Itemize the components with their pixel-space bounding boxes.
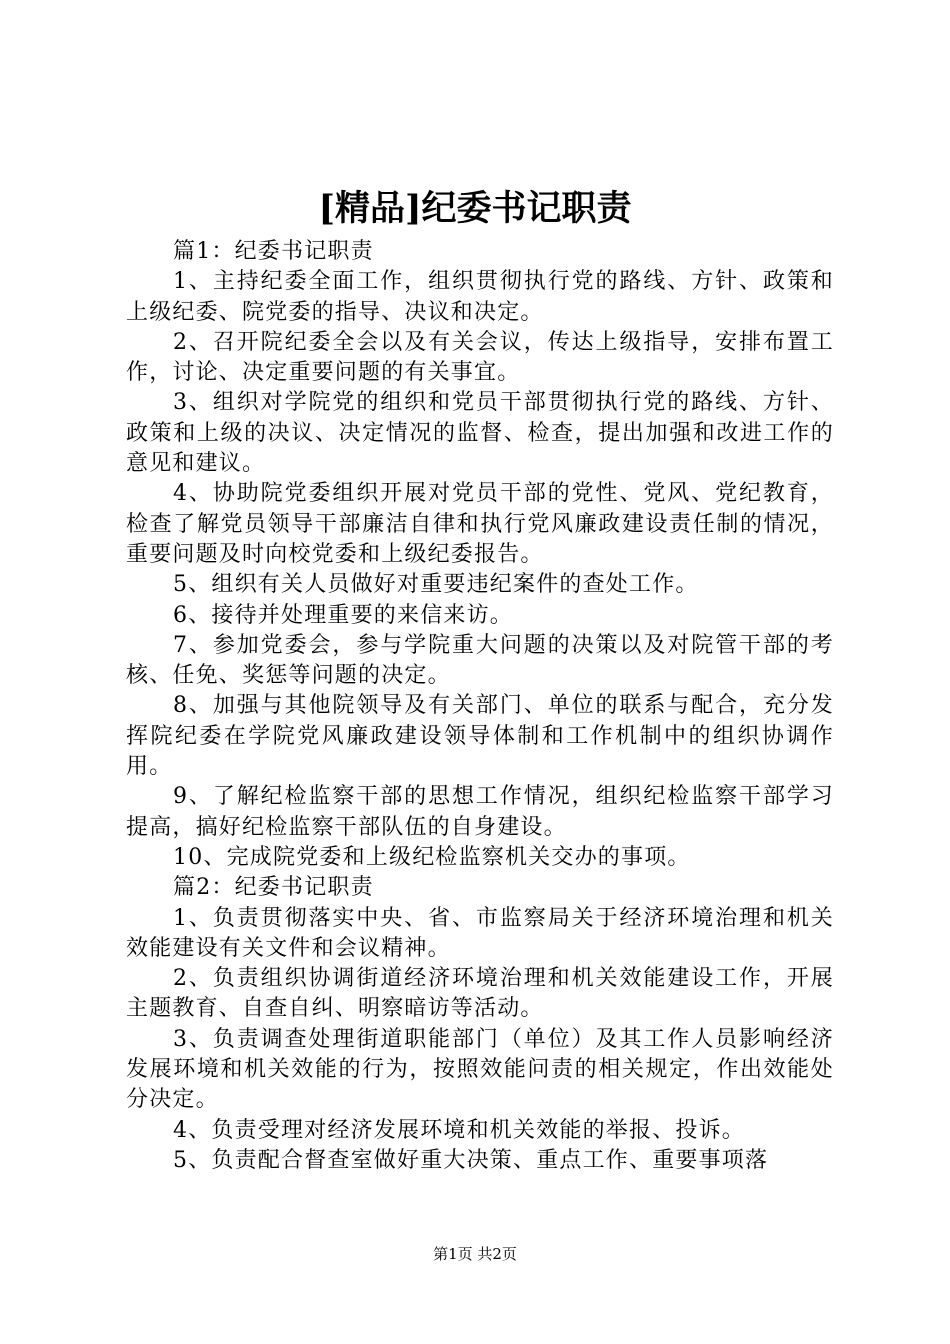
section-heading-2: 篇2：纪委书记职责 <box>173 875 374 901</box>
paragraph: 3、组织对学院党的组织和党员干部贯彻执行党的路线、方针、政策和上级的决议、决定情况的监督、检查，提出加强和改进工作的意见和建议。 <box>126 390 834 477</box>
paragraph: 5、组织有关人员做好对重要违纪案件的查处工作。 <box>173 572 699 598</box>
paragraph: 2、负责组织协调街道经济环境治理和机关效能建设工作，开展主题教育、自查自纠、明察暗访等活动。 <box>126 966 834 1022</box>
document-body <box>126 237 834 1176</box>
paragraph: 8、加强与其他院领导及有关部门、单位的联系与配合，充分发挥院纪委在学院党风廉政建设领导体制和工作机制中的组织协调作用。 <box>126 693 834 780</box>
paragraph: 1、主持纪委全面工作，组织贯彻执行党的路线、方针、政策和上级纪委、院党委的指导、决议和决定。 <box>126 269 834 325</box>
paragraph: 2、召开院纪委全会以及有关会议，传达上级指导，安排布置工作，讨论、决定重要问题的有关事宜。 <box>126 329 834 386</box>
paragraph: 9、了解纪检监察干部的思想工作情况，组织纪检监察干部学习提高，搞好纪检监察干部队伍的自身建设。 <box>126 784 834 840</box>
paragraph: 3、负责调查处理街道职能部门（单位）及其工作人员影响经济发展环境和机关效能的行为，按照效能问责的相关规定，作出效能处分决定。 <box>126 1026 834 1113</box>
page-footer: 第1页 共2页 <box>433 1245 517 1263</box>
paragraph: 4、负责受理对经济发展环境和机关效能的举报、投诉。 <box>173 1117 745 1143</box>
paragraph: 7、参加党委会，参与学院重大问题的决策以及对院管干部的考核、任免、奖惩等问题的决定。 <box>126 632 834 689</box>
section-heading-1: 篇1：纪委书记职责 <box>173 239 374 264</box>
paragraph: 6、接待并处理重要的来信来访。 <box>173 602 513 628</box>
paragraph: 10、完成院党委和上级纪检监察机关交办的事项。 <box>173 844 691 870</box>
paragraph: 1、负责贯彻落实中央、省、市监察局关于经济环境治理和机关效能建设有关文件和会议精神。 <box>126 905 834 961</box>
paragraph: 4、协助院党委组织开展对党员干部的党性、党风、党纪教育，检查了解党员领导干部廉洁自律和执行党风廉政建设责任制的情况，重要问题及时向校党委和上级纪委报告。 <box>126 481 834 567</box>
paragraph: 5、负责配合督查室做好重大决策、重点工作、重要事项落 <box>173 1147 769 1173</box>
document-title: [精品]纪委书记职责 <box>318 188 632 229</box>
